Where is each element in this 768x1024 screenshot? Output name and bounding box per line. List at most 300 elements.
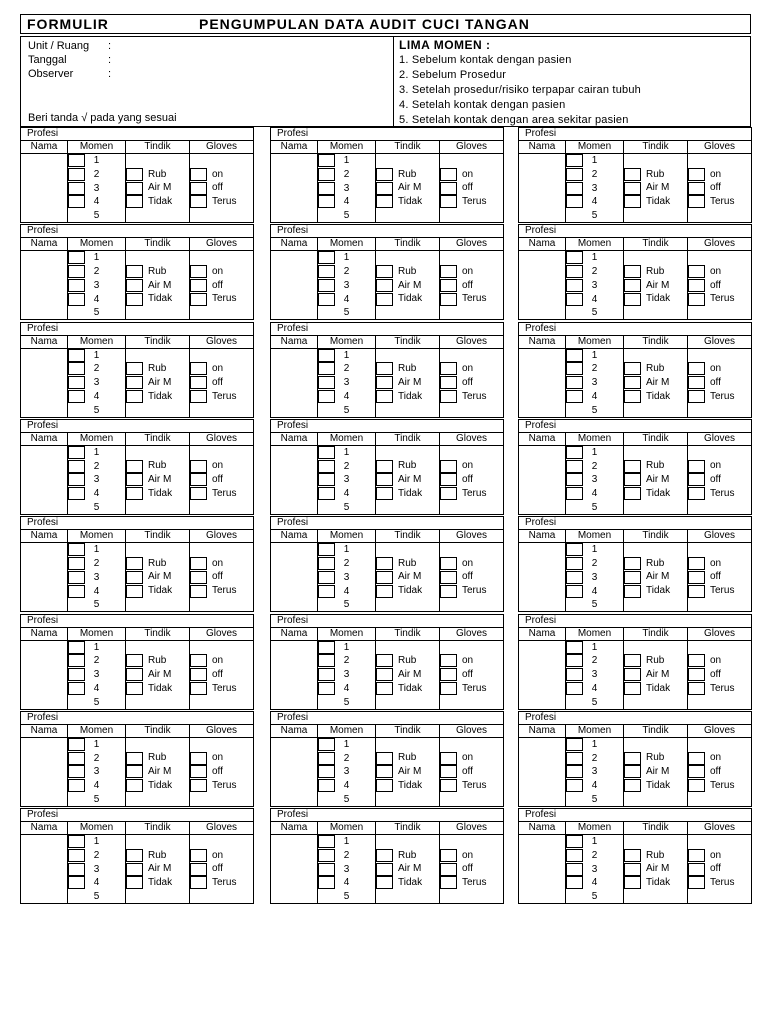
tindik-checkbox[interactable] (126, 473, 143, 486)
tindik-checkbox[interactable] (376, 390, 393, 403)
momen-cell (318, 154, 376, 223)
momen-checkbox[interactable] (68, 362, 85, 375)
tindik-checkbox[interactable] (624, 195, 641, 208)
tindik-checkbox[interactable] (126, 876, 143, 889)
gloves-checkbox[interactable] (688, 654, 705, 667)
momen-checkbox[interactable] (318, 849, 335, 862)
momen-checkbox[interactable] (566, 543, 583, 556)
tindik-checkbox[interactable] (126, 460, 143, 473)
tindik-checkbox[interactable] (126, 487, 143, 500)
momen-checkbox[interactable] (68, 752, 85, 765)
momen-checkbox[interactable] (566, 863, 583, 876)
profesi-field[interactable] (21, 225, 254, 238)
gloves-checkbox[interactable] (440, 654, 457, 667)
profesi-field[interactable] (21, 128, 254, 141)
tindik-checkbox[interactable] (126, 293, 143, 306)
gloves-checkbox[interactable] (190, 195, 207, 208)
nama-field[interactable] (271, 348, 318, 417)
tindik-checkbox[interactable] (126, 376, 143, 389)
momen-checkbox[interactable] (68, 390, 85, 403)
nama-field[interactable] (271, 737, 318, 806)
gloves-checkbox[interactable] (688, 265, 705, 278)
tindik-checkbox[interactable] (376, 279, 393, 292)
momen-checkbox[interactable] (318, 571, 335, 584)
nama-field[interactable] (21, 640, 68, 709)
profesi-field[interactable] (519, 419, 752, 432)
tindik-checkbox[interactable] (126, 390, 143, 403)
gloves-checkbox[interactable] (688, 487, 705, 500)
tindik-checkbox[interactable] (624, 390, 641, 403)
momen-checkbox[interactable] (318, 487, 335, 500)
momen-checkbox[interactable] (318, 765, 335, 778)
profesi-field[interactable] (21, 711, 254, 724)
gloves-checkbox[interactable] (688, 585, 705, 598)
tindik-checkbox[interactable] (126, 668, 143, 681)
momen-checkbox[interactable] (566, 849, 583, 862)
tindik-checkbox[interactable] (376, 863, 393, 876)
momen-checkbox[interactable] (566, 195, 583, 208)
tindik-checkbox[interactable] (376, 779, 393, 792)
momen-checkbox[interactable] (68, 473, 85, 486)
tindik-checkbox[interactable] (376, 168, 393, 181)
momen-checkbox[interactable] (566, 835, 583, 848)
tindik-checkbox[interactable] (624, 265, 641, 278)
tindik-checkbox[interactable] (624, 376, 641, 389)
tindik-checkbox[interactable] (624, 293, 641, 306)
gloves-checkbox[interactable] (190, 585, 207, 598)
nama-field[interactable] (21, 737, 68, 806)
tindik-checkbox[interactable] (376, 487, 393, 500)
gloves-checkbox[interactable] (440, 849, 457, 862)
tindik-checkbox[interactable] (624, 473, 641, 486)
tindik-checkbox[interactable] (376, 195, 393, 208)
gloves-checkbox[interactable] (440, 682, 457, 695)
tindik-checkbox[interactable] (624, 182, 641, 195)
gloves-checkbox[interactable] (688, 376, 705, 389)
tindik-checkbox[interactable] (126, 682, 143, 695)
momen-checkbox[interactable] (566, 390, 583, 403)
tindik-checkbox[interactable] (376, 752, 393, 765)
momen-checkbox[interactable] (318, 668, 335, 681)
momen-checkbox[interactable] (318, 876, 335, 889)
nama-field[interactable] (21, 251, 68, 320)
momen-number: 2 (343, 557, 350, 569)
tindik-checkbox[interactable] (126, 182, 143, 195)
observer-field[interactable] (28, 68, 111, 80)
gloves-checkbox[interactable] (688, 571, 705, 584)
tindik-checkbox[interactable] (376, 376, 393, 389)
momen-checkbox[interactable] (318, 154, 335, 167)
gloves-checkbox[interactable] (190, 362, 207, 375)
momen-checkbox[interactable] (68, 668, 85, 681)
tindik-checkbox[interactable] (624, 279, 641, 292)
profesi-field[interactable] (21, 419, 254, 432)
momen-header: Momen (318, 724, 376, 737)
momen-checkbox[interactable] (318, 585, 335, 598)
gloves-checkbox[interactable] (440, 571, 457, 584)
profesi-field[interactable] (519, 225, 752, 238)
momen-checkbox[interactable] (68, 487, 85, 500)
momen-checkbox[interactable] (566, 293, 583, 306)
momen-checkbox[interactable] (68, 682, 85, 695)
nama-field[interactable] (271, 835, 318, 904)
tindik-checkbox[interactable] (624, 557, 641, 570)
momen-checkbox[interactable] (318, 752, 335, 765)
profesi-field[interactable] (271, 419, 504, 432)
momen-checkbox[interactable] (318, 265, 335, 278)
momen-checkbox[interactable] (566, 738, 583, 751)
gloves-checkbox[interactable] (190, 863, 207, 876)
momen-checkbox[interactable] (318, 473, 335, 486)
gloves-checkbox[interactable] (190, 779, 207, 792)
momen-checkbox[interactable] (318, 557, 335, 570)
momen-checkbox[interactable] (68, 876, 85, 889)
momen-checkbox[interactable] (318, 376, 335, 389)
tindik-checkbox[interactable] (624, 585, 641, 598)
momen-checkbox[interactable] (318, 641, 335, 654)
momen-checkbox[interactable] (68, 446, 85, 459)
momen-checkbox[interactable] (68, 349, 85, 362)
momen-checkbox[interactable] (68, 738, 85, 751)
gloves-checkbox[interactable] (688, 473, 705, 486)
momen-checkbox[interactable] (566, 571, 583, 584)
tindik-checkbox[interactable] (376, 682, 393, 695)
gloves-checkbox[interactable] (190, 682, 207, 695)
tindik-checkbox[interactable] (126, 168, 143, 181)
gloves-checkbox[interactable] (688, 460, 705, 473)
profesi-field[interactable] (21, 809, 254, 822)
gloves-checkbox[interactable] (440, 168, 457, 181)
momen-checkbox[interactable] (318, 460, 335, 473)
gloves-checkbox[interactable] (688, 279, 705, 292)
momen-checkbox[interactable] (68, 641, 85, 654)
nama-field[interactable] (21, 445, 68, 514)
nama-field[interactable] (271, 543, 318, 612)
tindik-checkbox[interactable] (376, 849, 393, 862)
gloves-checkbox[interactable] (440, 752, 457, 765)
momen-checkbox[interactable] (68, 376, 85, 389)
momen-checkbox[interactable] (566, 182, 583, 195)
momen-checkbox[interactable] (566, 752, 583, 765)
momen-checkbox[interactable] (68, 765, 85, 778)
momen-checkbox[interactable] (68, 835, 85, 848)
profesi-field[interactable] (271, 809, 504, 822)
gloves-checkbox[interactable] (190, 765, 207, 778)
gloves-checkbox[interactable] (190, 460, 207, 473)
momen-checkbox[interactable] (566, 668, 583, 681)
tindik-checkbox[interactable] (126, 265, 143, 278)
profesi-field[interactable] (271, 614, 504, 627)
momen-checkbox[interactable] (68, 585, 85, 598)
momen-checkbox[interactable] (318, 168, 335, 181)
nama-field[interactable] (519, 737, 566, 806)
tindik-checkbox[interactable] (376, 557, 393, 570)
nama-field[interactable] (519, 835, 566, 904)
gloves-checkbox[interactable] (190, 168, 207, 181)
tindik-checkbox[interactable] (126, 585, 143, 598)
momen-checkbox[interactable] (318, 293, 335, 306)
gloves-checkbox[interactable] (440, 182, 457, 195)
nama-field[interactable] (519, 640, 566, 709)
momen-checkbox[interactable] (566, 876, 583, 889)
nama-field[interactable] (21, 835, 68, 904)
gloves-checkbox[interactable] (440, 779, 457, 792)
gloves-checkbox[interactable] (440, 557, 457, 570)
gloves-checkbox[interactable] (688, 765, 705, 778)
nama-field[interactable] (519, 251, 566, 320)
momen-checkbox[interactable] (566, 557, 583, 570)
tindik-checkbox[interactable] (126, 779, 143, 792)
momen-checkbox[interactable] (318, 863, 335, 876)
momen-checkbox[interactable] (68, 265, 85, 278)
momen-checkbox[interactable] (318, 654, 335, 667)
momen-checkbox[interactable] (566, 362, 583, 375)
gloves-checkbox[interactable] (440, 460, 457, 473)
momen-checkbox[interactable] (566, 279, 583, 292)
tindik-checkbox[interactable] (376, 668, 393, 681)
gloves-checkbox[interactable] (440, 668, 457, 681)
momen-checkbox[interactable] (318, 446, 335, 459)
gloves-checkbox[interactable] (440, 863, 457, 876)
gloves-checkbox[interactable] (688, 182, 705, 195)
momen-checkbox[interactable] (566, 446, 583, 459)
tindik-checkbox[interactable] (624, 849, 641, 862)
momen-checkbox[interactable] (318, 835, 335, 848)
gloves-checkbox[interactable] (688, 168, 705, 181)
profesi-field[interactable] (519, 322, 752, 335)
gloves-checkbox[interactable] (688, 849, 705, 862)
tindik-checkbox[interactable] (624, 460, 641, 473)
momen-checkbox[interactable] (318, 195, 335, 208)
gloves-checkbox[interactable] (440, 487, 457, 500)
momen-checkbox[interactable] (566, 487, 583, 500)
tindik-checkbox[interactable] (624, 571, 641, 584)
nama-field[interactable] (519, 348, 566, 417)
profesi-field[interactable] (271, 711, 504, 724)
gloves-header: Gloves (190, 335, 254, 348)
momen-checkbox[interactable] (68, 863, 85, 876)
momen-checkbox[interactable] (318, 779, 335, 792)
profesi-field[interactable] (271, 322, 504, 335)
momen-checkbox[interactable] (566, 473, 583, 486)
tindik-checkbox[interactable] (376, 460, 393, 473)
nama-field[interactable] (21, 543, 68, 612)
tindik-checkbox[interactable] (376, 654, 393, 667)
gloves-checkbox[interactable] (440, 293, 457, 306)
momen-checkbox[interactable] (566, 168, 583, 181)
profesi-field[interactable] (519, 809, 752, 822)
momen-checkbox[interactable] (566, 154, 583, 167)
nama-field[interactable] (519, 543, 566, 612)
tindik-checkbox[interactable] (624, 682, 641, 695)
gloves-checkbox[interactable] (688, 390, 705, 403)
momen-checkbox[interactable] (68, 251, 85, 264)
tindik-checkbox[interactable] (624, 779, 641, 792)
tindik-checkbox[interactable] (126, 654, 143, 667)
momen-checkbox[interactable] (566, 460, 583, 473)
gloves-checkbox[interactable] (190, 668, 207, 681)
profesi-field[interactable] (271, 225, 504, 238)
gloves-checkbox[interactable] (688, 195, 705, 208)
momen-checkbox[interactable] (68, 849, 85, 862)
profesi-field[interactable] (271, 517, 504, 530)
gloves-checkbox[interactable] (190, 849, 207, 862)
gloves-checkbox[interactable] (190, 376, 207, 389)
gloves-checkbox[interactable] (190, 293, 207, 306)
gloves-checkbox[interactable] (440, 390, 457, 403)
tindik-checkbox[interactable] (126, 571, 143, 584)
gloves-checkbox[interactable] (190, 876, 207, 889)
momen-checkbox[interactable] (566, 585, 583, 598)
tindik-checkbox[interactable] (126, 362, 143, 375)
momen-checkbox[interactable] (68, 557, 85, 570)
gloves-checkbox[interactable] (190, 279, 207, 292)
profesi-field[interactable] (21, 517, 254, 530)
gloves-checkbox[interactable] (190, 654, 207, 667)
gloves-checkbox[interactable] (688, 557, 705, 570)
tindik-checkbox[interactable] (126, 279, 143, 292)
momen-checkbox[interactable] (318, 362, 335, 375)
gloves-checkbox[interactable] (190, 473, 207, 486)
profesi-field[interactable] (21, 614, 254, 627)
gloves-checkbox[interactable] (688, 752, 705, 765)
tindik-checkbox[interactable] (376, 182, 393, 195)
momen-checkbox[interactable] (68, 279, 85, 292)
momen-checkbox[interactable] (68, 168, 85, 181)
momen-checkbox[interactable] (318, 182, 335, 195)
momen-checkbox[interactable] (68, 154, 85, 167)
momen-checkbox[interactable] (68, 182, 85, 195)
nama-header: Nama (271, 530, 318, 543)
momen-checkbox[interactable] (318, 738, 335, 751)
tindik-checkbox[interactable] (624, 487, 641, 500)
tindik-checkbox[interactable] (376, 571, 393, 584)
momen-checkbox[interactable] (566, 682, 583, 695)
gloves-checkbox[interactable] (688, 876, 705, 889)
momen-cell (68, 737, 126, 806)
momen-checkbox[interactable] (566, 376, 583, 389)
momen-checkbox[interactable] (318, 349, 335, 362)
profesi-field[interactable] (271, 128, 504, 141)
nama-field[interactable] (21, 348, 68, 417)
momen-checkbox[interactable] (68, 779, 85, 792)
nama-field[interactable] (21, 154, 68, 223)
gloves-checkbox[interactable] (190, 265, 207, 278)
tindik-checkbox[interactable] (126, 849, 143, 862)
momen-checkbox[interactable] (318, 390, 335, 403)
profesi-field[interactable] (519, 614, 752, 627)
momen-checkbox[interactable] (68, 195, 85, 208)
gloves-checkbox[interactable] (688, 779, 705, 792)
gloves-checkbox[interactable] (688, 362, 705, 375)
nama-field[interactable] (271, 251, 318, 320)
tindik-checkbox[interactable] (624, 668, 641, 681)
gloves-checkbox[interactable] (190, 557, 207, 570)
momen-checkbox[interactable] (68, 543, 85, 556)
tindik-checkbox[interactable] (126, 752, 143, 765)
momen-checkbox[interactable] (566, 349, 583, 362)
gloves-checkbox[interactable] (190, 390, 207, 403)
momen-checkbox[interactable] (566, 265, 583, 278)
gloves-checkbox[interactable] (688, 668, 705, 681)
gloves-checkbox[interactable] (440, 265, 457, 278)
tindik-checkbox[interactable] (376, 473, 393, 486)
momen-checkbox[interactable] (566, 779, 583, 792)
unit-ruang-field[interactable] (28, 40, 111, 52)
gloves-checkbox[interactable] (440, 473, 457, 486)
tanggal-field[interactable] (28, 54, 111, 66)
tindik-option-label: Air M (148, 863, 172, 875)
momen-checkbox[interactable] (68, 293, 85, 306)
gloves-checkbox[interactable] (440, 876, 457, 889)
tindik-checkbox[interactable] (126, 557, 143, 570)
gloves-checkbox[interactable] (688, 293, 705, 306)
tindik-checkbox[interactable] (376, 265, 393, 278)
tindik-checkbox[interactable] (624, 863, 641, 876)
tindik-checkbox[interactable] (624, 752, 641, 765)
momen-checkbox[interactable] (68, 654, 85, 667)
profesi-field[interactable] (519, 128, 752, 141)
gloves-checkbox[interactable] (440, 362, 457, 375)
tindik-checkbox[interactable] (126, 863, 143, 876)
gloves-checkbox[interactable] (190, 182, 207, 195)
tindik-checkbox[interactable] (376, 765, 393, 778)
nama-field[interactable] (271, 154, 318, 223)
momen-checkbox[interactable] (566, 765, 583, 778)
momen-checkbox[interactable] (566, 654, 583, 667)
profesi-field[interactable] (21, 322, 254, 335)
tindik-checkbox[interactable] (624, 654, 641, 667)
momen-checkbox[interactable] (318, 682, 335, 695)
gloves-checkbox[interactable] (190, 752, 207, 765)
gloves-checkbox[interactable] (440, 765, 457, 778)
tindik-checkbox[interactable] (126, 195, 143, 208)
momen-checkbox[interactable] (68, 571, 85, 584)
tindik-checkbox[interactable] (376, 585, 393, 598)
tindik-checkbox[interactable] (624, 876, 641, 889)
momen-checkbox[interactable] (68, 460, 85, 473)
tindik-checkbox[interactable] (376, 876, 393, 889)
momen-checkbox[interactable] (566, 641, 583, 654)
profesi-field[interactable] (519, 711, 752, 724)
nama-field[interactable] (271, 445, 318, 514)
tindik-checkbox[interactable] (624, 765, 641, 778)
momen-checkbox[interactable] (318, 543, 335, 556)
gloves-checkbox[interactable] (440, 195, 457, 208)
momen-checkbox[interactable] (566, 251, 583, 264)
gloves-checkbox[interactable] (688, 682, 705, 695)
tindik-checkbox[interactable] (376, 293, 393, 306)
gloves-checkbox[interactable] (440, 376, 457, 389)
nama-field[interactable] (519, 445, 566, 514)
gloves-checkbox[interactable] (688, 863, 705, 876)
tindik-checkbox[interactable] (624, 168, 641, 181)
tindik-checkbox[interactable] (376, 362, 393, 375)
tindik-checkbox[interactable] (624, 362, 641, 375)
gloves-checkbox[interactable] (440, 279, 457, 292)
nama-field[interactable] (271, 640, 318, 709)
nama-field[interactable] (519, 154, 566, 223)
tindik-checkbox[interactable] (126, 765, 143, 778)
gloves-checkbox[interactable] (190, 571, 207, 584)
gloves-option-label: on (710, 265, 722, 277)
momen-checkbox[interactable] (318, 251, 335, 264)
momen-checkbox[interactable] (318, 279, 335, 292)
gloves-checkbox[interactable] (440, 585, 457, 598)
gloves-checkbox[interactable] (190, 487, 207, 500)
momen-number: 1 (93, 252, 100, 264)
profesi-field[interactable] (519, 517, 752, 530)
